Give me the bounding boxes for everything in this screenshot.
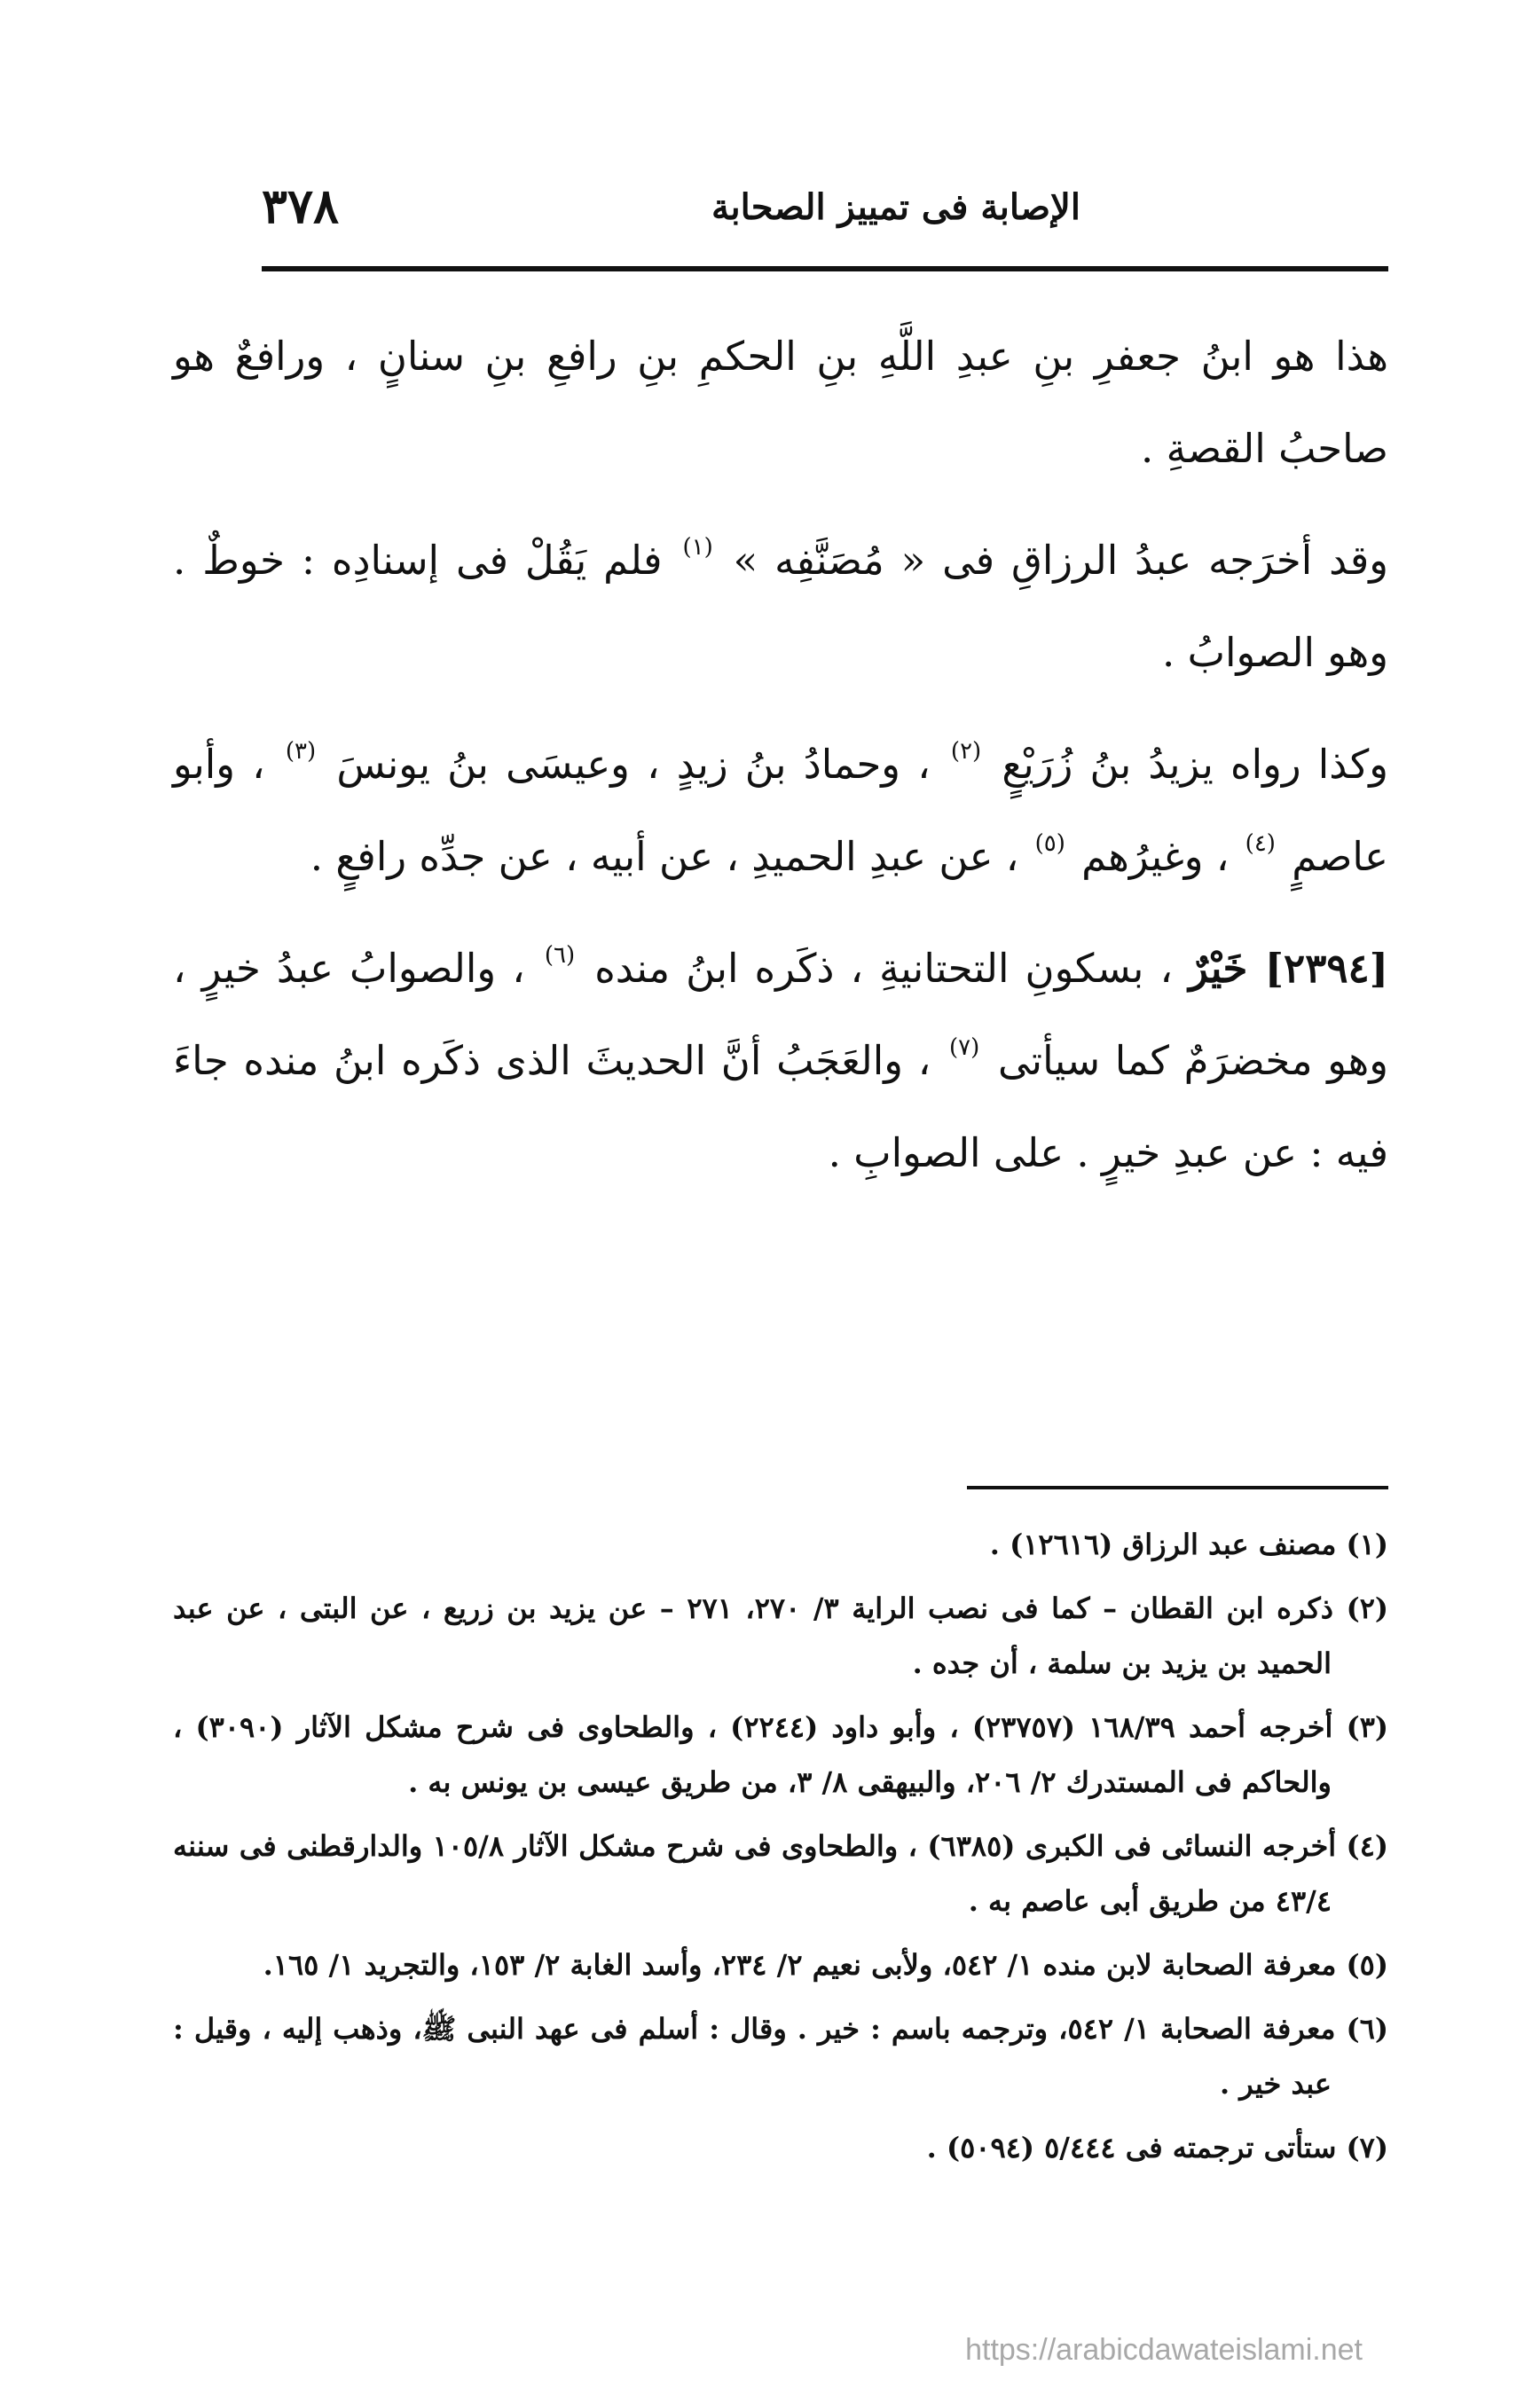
paragraph-3-text-e: ، عن عبدِ الحميدِ ، عن أبيه ، عن جدِّه رافعٍ .: [310, 833, 1019, 880]
paragraph-1-text: هذا هو ابنُ جعفرِ بنِ عبدِ اللَّهِ بنِ الحكمِ بنِ رافعِ بنِ سنانٍ ، ورافعٌ هو صاحبُ القصةِ .: [173, 333, 1388, 472]
paragraph-3-text-c: ، وأبو عاصمٍ: [173, 741, 1388, 880]
footnote-ref-7[interactable]: (٧): [949, 1034, 980, 1061]
footnote-4: (٤) أخرجه النسائى فى الكبرى (٦٣٨٥) ، والطحاوى فى شرح مشكل الآثار ١٠٥/٨ والدارقطنى فى سننه ٤٣/٤ من طريق أبى عاصم به .: [173, 1829, 1389, 1918]
footnote-ref-5[interactable]: (٥): [1034, 830, 1065, 857]
paragraph-4: [173, 923, 1388, 1199]
watermark-url: https://arabicdawateislami.net: [965, 2333, 1363, 2367]
paragraph-3-text-b: ، وحمادُ بنُ زيدٍ ، وعيسَى بنُ يونسَ: [336, 741, 931, 788]
paragraph-4-text-c: ، والعَجَبُ أنَّ الحديثَ الذى ذكَره ابنُ منده جاءَ فيه : عن عبدِ خيرٍ . على الصوابِ .: [173, 1037, 1388, 1176]
paragraph-1: [173, 310, 1388, 495]
footnote-6: (٦) معرفة الصحابة ١/ ٥٤٢، وترجمه باسم : خير . وقال : أسلم فى عهد النبى ﷺ، وذهب إليه ، وقيل : عبد خير .: [173, 2012, 1389, 2101]
header-rule: [262, 266, 1388, 271]
page-number: ٣٧٨: [262, 177, 340, 234]
footnote-ref-6[interactable]: (٦): [544, 942, 576, 969]
footnotes: [173, 1517, 1388, 2184]
entry-heading: [٢٣٩٤] خَيْرٌ: [1189, 945, 1389, 992]
main-text: [173, 310, 1388, 1219]
paragraph-3-text-a: وكذا رواه يزيدُ بنُ زُرَيْعٍ: [1002, 741, 1389, 788]
footnote-1: (١) مصنف عبد الرزاق (١٢٦١٦) .: [989, 1528, 1388, 1561]
footnote-ref-1[interactable]: (١): [682, 534, 713, 561]
paragraph-3-text-d: ، وغيرُهم: [1081, 833, 1230, 880]
footnote-ref-2[interactable]: (٢): [950, 738, 982, 765]
paragraph-4-text-b: ، والصوابُ عبدُ خيرٍ ، وهو مخضرَمٌ كما سيأتى: [173, 945, 1389, 1084]
footnote-7: (٧) ستأتى ترجمته فى ٥/٤٤٤ (٥٠٩٤) .: [926, 2131, 1388, 2164]
footnote-3: (٣) أخرجه أحمد ١٦٨/٣٩ (٢٣٧٥٧) ، وأبو داود (٢٢٤٤) ، والطحاوى فى شرح مشكل الآثار (٣٠٩٠) ، والحاكم فى المستدرك ٢/ ٢٠٦، والبيهقى ٨/ ٣، من طريق عيسى بن يونس به .: [173, 1710, 1389, 1799]
paragraph-2: [173, 515, 1388, 699]
footnote-ref-3[interactable]: (٣): [285, 738, 317, 765]
paragraph-2-text-a: وقد أخرَجه عبدُ الرزاقِ فى « مُصَنَّفِه »: [733, 537, 1388, 584]
footnote-2: (٢) ذكره ابن القطان – كما فى نصب الراية ٣/ ٢٧٠، ٢٧١ – عن يزيد بن زريع ، عن البتى ، عن عبد الحميد بن يزيد بن سلمة ، أن جده .: [173, 1591, 1389, 1680]
running-title: الإصابة فى تمييز الصحابة: [711, 186, 1080, 228]
page-header: [262, 169, 1388, 248]
paragraph-2-text-b: فلم يَقُلْ فى إسنادِه : خوطٌ . وهو الصوابُ .: [173, 537, 1388, 676]
footnote-5: (٥) معرفة الصحابة لابن منده ١/ ٥٤٢، ولأبى نعيم ٢/ ٢٣٤، وأسد الغابة ٢/ ١٥٣، والتجريد ١/ ١٦٥.: [263, 1948, 1388, 1982]
paragraph-3: [173, 719, 1388, 903]
footnote-ref-4[interactable]: (٤): [1245, 830, 1276, 857]
footnote-rule: [967, 1486, 1388, 1489]
paragraph-4-text-a: ، بسكونِ التحتانيةِ ، ذكَره ابنُ منده: [594, 945, 1173, 992]
